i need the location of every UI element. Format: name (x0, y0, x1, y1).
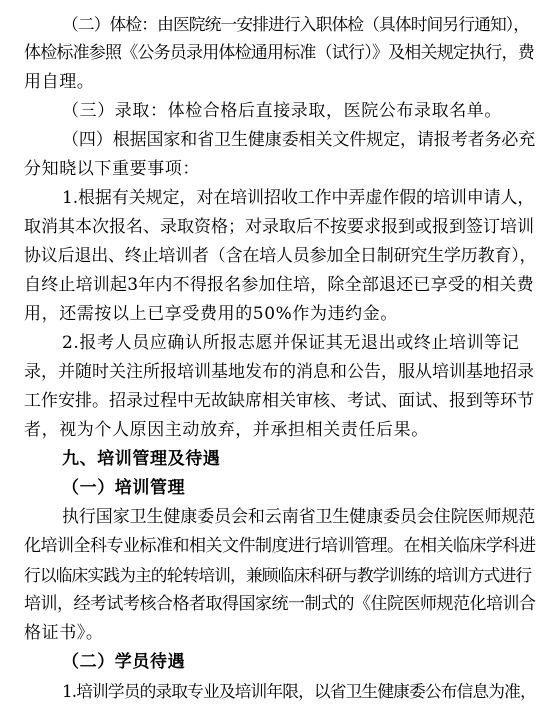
text-line: 执行国家卫生健康委员会和云南省卫生健康委员会住院医师规范 (62, 507, 536, 527)
section-heading: 九、培训管理及待遇 (62, 449, 221, 469)
text-line: 分知晓以下重要事项： (24, 159, 200, 179)
text-line: （四）根据国家和省卫生健康委相关文件规定，请报考者务必充 (62, 130, 536, 150)
subsection-heading: （一）培训管理 (62, 478, 186, 498)
text-line: 1.培训学员的录取专业及培训年限，以省卫生健康委公布信息为准， (62, 681, 536, 701)
text-line: 协议后退出、终止培训者（含在培人员参加全日制研究生学历教育）， (24, 246, 537, 266)
text-line: 工作安排。招录过程中无故缺席相关审核、考试、面试、报到等环节 (24, 391, 534, 411)
text-line: 用自理。 (24, 72, 95, 92)
text-line: 1.根据有关规定，对在培训招收工作中弄虚作假的培训申请人， (62, 188, 535, 208)
text-line: （三）录取：体检合格后直接录取，医院公布录取名单。 (62, 101, 502, 121)
text-line: 用，还需按以上已享受费用的50%作为违约金。 (24, 304, 398, 324)
text-line: 自终止培训起3年内不得报名参加住培，除全部退还已享受的相关费 (24, 275, 534, 295)
text-line: 格证书》。 (24, 623, 104, 643)
subsection-heading: （二）学员待遇 (62, 652, 186, 672)
text-line: （二）体检：由医院统一安排进行入职体检（具体时间另行通知）， (62, 14, 530, 34)
text-line: 体检标准参照《公务员录用体检通用标准（试行）》及相关规定执行，费 (24, 43, 534, 63)
text-line: 录，并随时关注所报培训基地发布的消息和公告，服从培训基地招录 (24, 362, 534, 382)
text-line: 取消其本次报名、录取资格；对录取后不按要求报到或报到签订培训 (24, 217, 534, 237)
text-line: 行以临床实践为主的轮转培训，兼顾临床科研与教学训练的培训方式进行 (24, 565, 532, 585)
text-line: 者，视为个人原因主动放弃，并承担相关责任后果。 (24, 420, 429, 440)
text-line: 化培训全科专业标准和相关文件制度进行培训管理。在相关临床学科进 (24, 536, 536, 556)
text-line: 培训，经考试考核合格者取得国家统一制式的《住院医师规范化培训合 (24, 594, 536, 614)
text-line: 2.报考人员应确认所报志愿并保证其无退出或终止培训等记 (62, 333, 520, 353)
